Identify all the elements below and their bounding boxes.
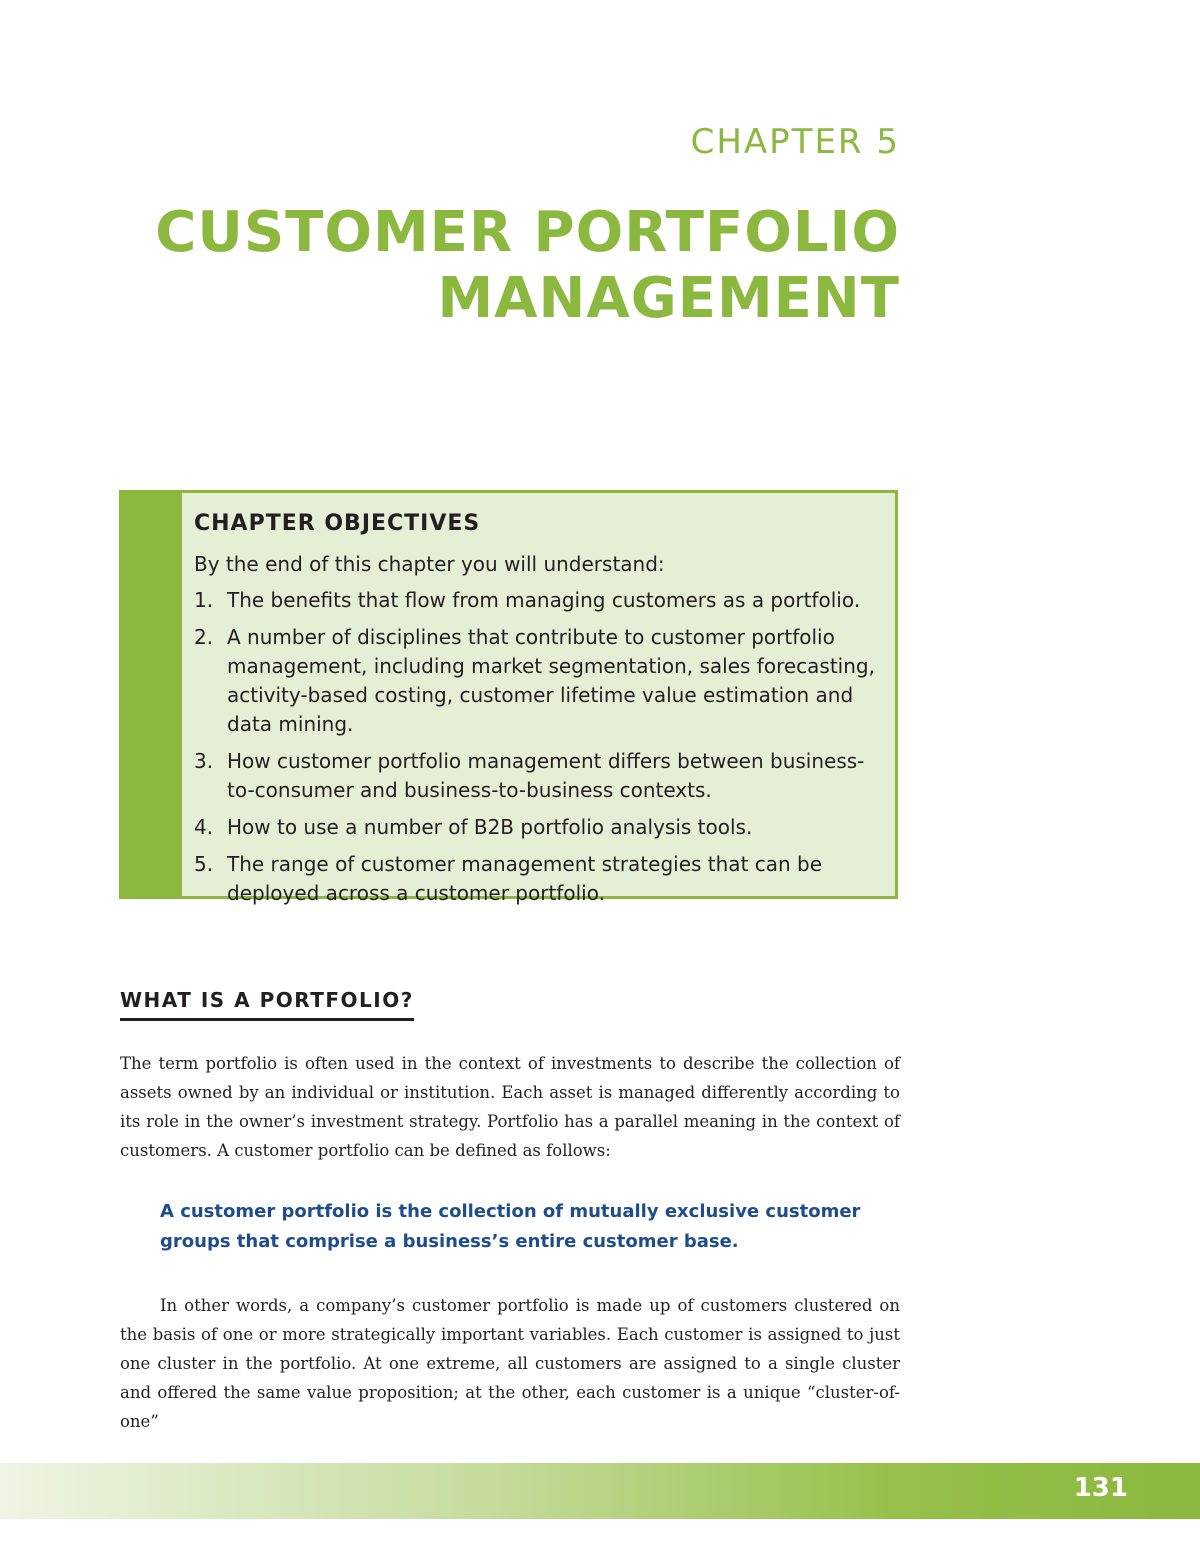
- chapter-objectives-box: [119, 490, 898, 905]
- objective-item: [194, 623, 883, 739]
- objectives-intro: By the end of this chapter you will understand:: [194, 552, 665, 576]
- body-paragraph-1: The term portfolio is often used in the context of investments to describe the collection of assets owned by an individual or institution. Each asset is managed differently according to its role in the owner’s investment strategy. Portfolio has a parallel meaning in the context of customers. A customer portfolio can be defined as follows:: [120, 1054, 900, 1160]
- objectives-list: [194, 586, 883, 908]
- objective-number: 5.: [194, 852, 214, 876]
- objective-number: 3.: [194, 749, 214, 773]
- objective-item: [194, 850, 883, 908]
- section-heading: WHAT IS A PORTFOLIO?: [120, 988, 414, 1021]
- definition-callout: A customer portfolio is the collection of mutually exclusive customer groups that comprise a business’s entire customer base.: [160, 1201, 861, 1252]
- body-paragraph-2: In other words, a company’s customer portfolio is made up of customers clustered on the basis of one or more strategically important variables. Each customer is assigned to just one cluster in the portfolio. At one extreme, all customers are assigned to a single cluster and offered the same value proposition; at the other, each customer is a unique “cluster-of-one”: [120, 1296, 900, 1431]
- footer-band: [0, 1463, 1200, 1519]
- objective-number: 1.: [194, 588, 214, 612]
- objective-text: The range of customer management strategies that can be deployed across a customer portfolio.: [227, 852, 823, 905]
- objectives-heading: CHAPTER OBJECTIVES: [194, 511, 481, 536]
- objective-item: [194, 813, 883, 842]
- chapter-title: [155, 200, 900, 332]
- objectives-content: [194, 511, 883, 916]
- chapter-label: CHAPTER 5: [690, 122, 900, 162]
- page-number: 131: [1073, 1473, 1128, 1503]
- chapter-title-line1: CUSTOMER PORTFOLIO: [155, 200, 900, 265]
- chapter-title-line2: MANAGEMENT: [437, 266, 900, 331]
- objective-text: How to use a number of B2B portfolio analysis tools.: [227, 815, 753, 839]
- objective-item: [194, 586, 883, 615]
- objective-item: [194, 747, 883, 805]
- objectives-side-bar: [122, 493, 182, 896]
- objective-text: How customer portfolio management differs between business-to-consumer and business-to-business contexts.: [227, 749, 865, 802]
- objective-text: The benefits that flow from managing customers as a portfolio.: [227, 588, 861, 612]
- objective-number: 2.: [194, 625, 214, 649]
- objective-text: A number of disciplines that contribute to customer portfolio management, including market segmentation, sales forecasting, activity-based costing, customer lifetime value estimation and data mining.: [227, 625, 875, 736]
- objective-number: 4.: [194, 815, 214, 839]
